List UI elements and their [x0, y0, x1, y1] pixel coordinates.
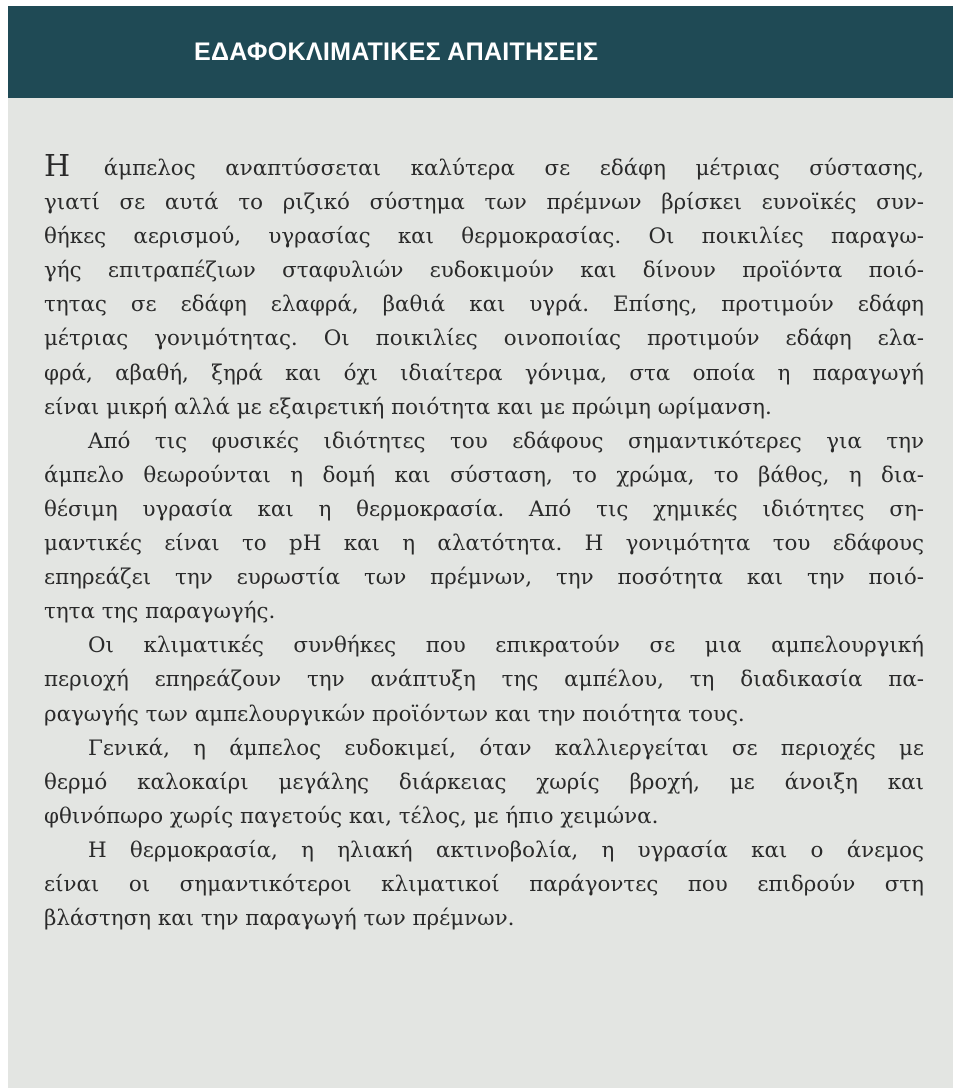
text-line: τητα της παραγωγής.: [44, 599, 276, 625]
text-line: Η θερμοκρασία, η ηλιακή ακτινοβολία, η υγρασία και ο άνεμος: [88, 837, 924, 863]
text-line: [44, 152, 924, 186]
text-line-content: άμπελος αναπτύσσεται καλύτερα σε εδάφη μέτριας σύστασης,: [103, 156, 924, 181]
header-band: [8, 6, 953, 98]
text-line: ραγωγής των αμπελουργικών προϊόντων και την ποιότητα τους.: [44, 701, 745, 727]
text-line: θήκες αερισμού, υγρασίας και θερμοκρασίας. Οι ποικιλίες παραγω-: [44, 224, 924, 250]
first-letter: Η: [44, 152, 71, 184]
text-line: επηρεάζει την ευρωστία των πρέμνων, την ποσότητα και την ποιό-: [44, 565, 924, 591]
text-line: βλάστηση και την παραγωγή των πρέμνων.: [44, 906, 515, 932]
text-line: θερμό καλοκαίρι μεγάλης διάρκειας χωρίς βροχή, με άνοιξη και: [44, 769, 924, 795]
page-title: ΕΔΑΦΟΚΛΙΜΑΤΙΚΕΣ ΑΠΑΙΤΗΣΕΙΣ: [194, 38, 599, 66]
body-text: [44, 152, 924, 936]
text-line: μέτριας γονιμότητας. Οι ποικιλίες οινοποιίας προτιμούν εδάφη ελα-: [44, 326, 924, 352]
text-line: είναι μικρή αλλά με εξαιρετική ποιότητα και με πρώιμη ωρίμανση.: [44, 394, 772, 420]
text-line: μαντικές είναι το pH και η αλατότητα. Η γονιμότητα του εδάφους: [44, 531, 924, 557]
text-line: τητας σε εδάφη ελαφρά, βαθιά και υγρά. Επίσης, προτιμούν εδάφη: [44, 292, 924, 318]
text-line: άμπελο θεωρούνται η δομή και σύσταση, το χρώμα, το βάθος, η δια-: [44, 462, 924, 488]
text-line: γιατί σε αυτά το ριζικό σύστημα των πρέμνων βρίσκει ευνοϊκές συν-: [44, 190, 924, 216]
text-line: φθινόπωρο χωρίς παγετούς και, τέλος, με ήπιο χειμώνα.: [44, 803, 659, 829]
text-line: θέσιμη υγρασία και η θερμοκρασία. Από τις χημικές ιδιότητες ση-: [44, 496, 924, 522]
text-line: Οι κλιματικές συνθήκες που επικρατούν σε μια αμπελουργική: [88, 633, 924, 659]
text-line: Γενικά, η άμπελος ευδοκιμεί, όταν καλλιεργείται σε περιοχές με: [88, 735, 924, 761]
text-line: γής επιτραπέζιων σταφυλιών ευδοκιμούν και δίνουν προϊόντα ποιό-: [44, 258, 924, 284]
text-line: περιοχή επηρεάζουν την ανάπτυξη της αμπέλου, τη διαδικασία πα-: [44, 667, 924, 693]
text-line: είναι οι σημαντικότεροι κλιματικοί παράγοντες που επιδρούν στη: [44, 871, 924, 897]
text-line: Από τις φυσικές ιδιότητες του εδάφους σημαντικότερες για την: [88, 428, 924, 454]
text-line: φρά, αβαθή, ξηρά και όχι ιδιαίτερα γόνιμα, στα οποία η παραγωγή: [44, 360, 924, 386]
